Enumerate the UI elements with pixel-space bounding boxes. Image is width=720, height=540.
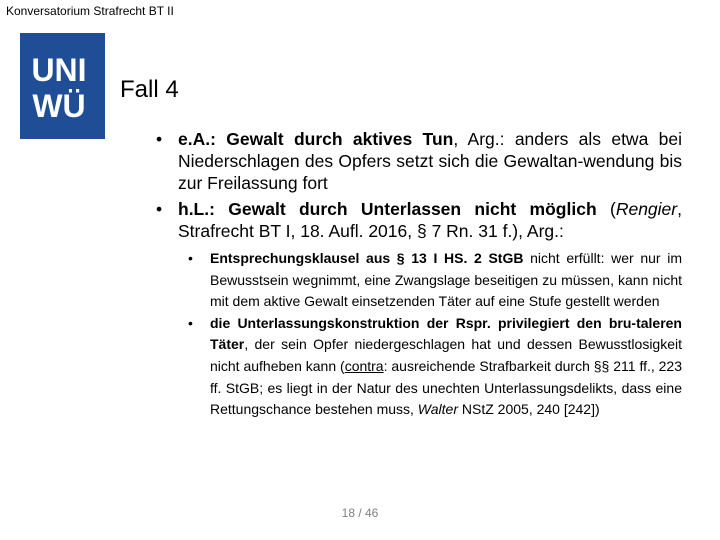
page-number: 18 / 46 bbox=[341, 506, 379, 520]
sub-bullet-list bbox=[184, 248, 682, 421]
sub-bullet-2-italic: Walter bbox=[417, 401, 458, 418]
slide-title: Fall 4 bbox=[120, 76, 179, 103]
sub-bullet-1-rest: nicht erfüllt: wer nur im Bewusstsein wegnimmt, eine Zwangslage beseitigen zu müssen, kann nicht mit dem aktive Gewalt einsetzenden Täter auf eine Stufe gestellt werden bbox=[210, 250, 682, 310]
sub-bullet-2-rest1: , der sein Opfer niedergeschlagen hat und dessen Bewusstlosigkeit nicht aufheben kann ( bbox=[210, 336, 682, 374]
bullet-dot-icon: • bbox=[188, 250, 193, 266]
bullet-1-bold: e.A.: Gewalt durch aktives Tun bbox=[178, 129, 454, 149]
sub-bullet-2-rest2: : ausreichende Strafbarkeit durch §§ 211 ff., 223 ff. StGB; es liegt in der Natur des unechten Unterlassungsdelikts, dass eine Rettungschance bestehen muss, bbox=[210, 357, 683, 418]
sub-bullet-2-underline: contra bbox=[344, 357, 384, 374]
bullet-dot-icon: • bbox=[188, 314, 193, 331]
bullet-2-italic: Rengier bbox=[615, 199, 678, 219]
bullet-2 bbox=[152, 198, 682, 242]
bullet-2-rest: , Strafrecht BT I, 18. Aufl. 2016, § 7 Rn. 31 f.), Arg.: bbox=[178, 199, 682, 241]
bullet-2-bold: h.L.: Gewalt durch Unterlassen nicht möglich bbox=[178, 199, 597, 219]
sub-bullet-2 bbox=[184, 313, 682, 421]
bullet-1-rest: , Arg.: anders als etwa bei Niederschlagen des Opfers setzt sich die Gewaltan-wendung bis zur Freilassung fort bbox=[178, 129, 682, 193]
bullet-2-mid: ( bbox=[596, 199, 616, 219]
bullet-dot-icon: • bbox=[156, 129, 163, 149]
bullet-dot-icon: • bbox=[156, 199, 163, 219]
logo-line2: WÜ bbox=[32, 88, 86, 124]
university-logo bbox=[0, 33, 105, 139]
sub-bullet-2-bold: die Unterlassungskonstruktion der Rspr. privilegiert den bru-taleren Täter bbox=[210, 314, 682, 353]
sub-bullet-1-bold: Entsprechungsklausel aus § 13 I HS. 2 StGB bbox=[210, 250, 524, 266]
bullet-1 bbox=[152, 128, 682, 194]
header-title: Konversatorium Strafrecht BT II bbox=[6, 4, 174, 18]
content-area bbox=[152, 128, 682, 421]
logo-line1: UNI bbox=[31, 52, 87, 88]
sub-bullet-2-rest3: NStZ 2005, 240 [242]) bbox=[458, 401, 600, 418]
sub-bullet-1 bbox=[184, 248, 682, 313]
